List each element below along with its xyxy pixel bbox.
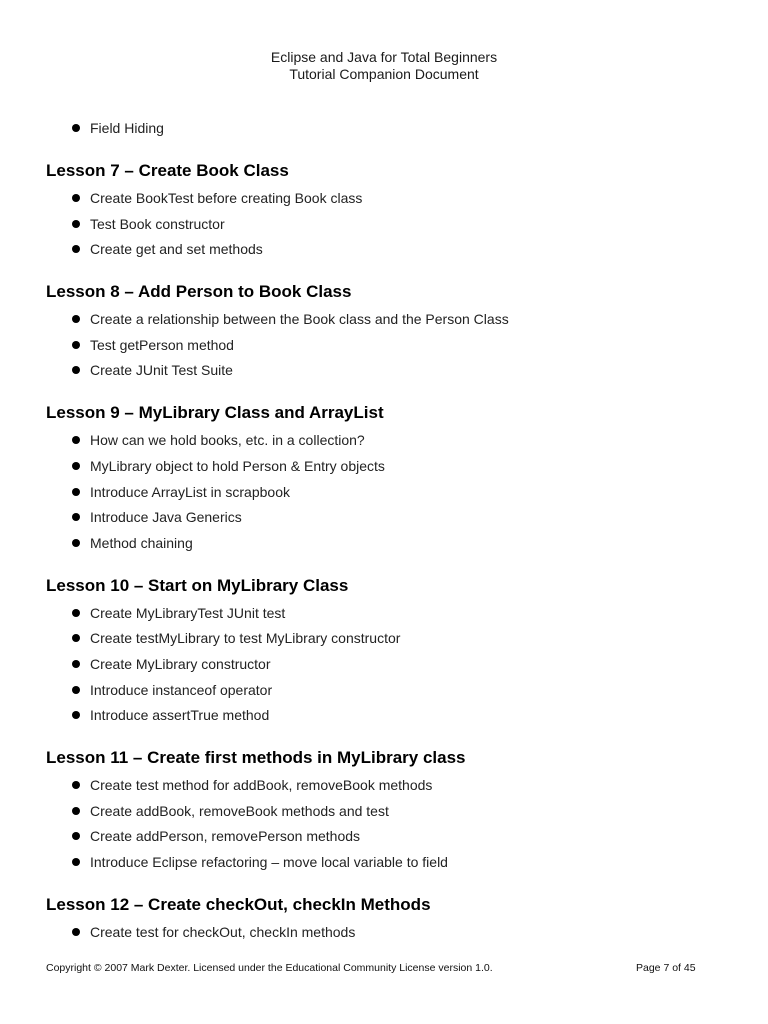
lesson-heading: Lesson 12 – Create checkOut, checkIn Methods <box>46 895 431 914</box>
lesson-heading: Lesson 7 – Create Book Class <box>46 161 289 180</box>
list-item: Introduce ArrayList in scrapbook <box>90 483 290 500</box>
list-item: Create MyLibraryTest JUnit test <box>90 604 286 621</box>
lesson-heading: Lesson 8 – Add Person to Book Class <box>46 282 352 302</box>
bullet-icon <box>72 858 80 866</box>
footer-copyright: Copyright © 2007 Mark Dexter. Licensed under the Educational Community License version 1.0. <box>46 962 493 974</box>
bullet-icon <box>72 928 80 936</box>
list-item: Introduce Eclipse refactoring – move local variable to field <box>90 854 448 870</box>
header-subtitle: Tutorial Companion Document <box>289 66 479 82</box>
list-item: Create MyLibrary constructor <box>90 656 271 672</box>
list-item: Method chaining <box>90 534 193 551</box>
bullet-icon <box>72 539 80 547</box>
bullet-icon <box>72 488 80 496</box>
list-item: Test getPerson method <box>90 336 234 353</box>
list-item: Create test for checkOut, checkIn methods <box>90 924 356 940</box>
bullet-icon <box>72 341 80 349</box>
list-item: Create test method for addBook, removeBook methods <box>90 777 433 794</box>
bullet-icon <box>72 609 80 617</box>
lesson-heading: Lesson 10 – Start on MyLibrary Class <box>46 575 349 595</box>
bullet-icon <box>72 781 80 789</box>
bullet-icon <box>72 660 80 668</box>
footer-page-number: Page 7 of 45 <box>636 962 696 974</box>
page-header <box>0 49 768 83</box>
bullet-icon <box>72 245 80 253</box>
bullet-icon <box>72 462 80 470</box>
list-item: Create JUnit Test Suite <box>90 362 233 379</box>
bullet-icon <box>72 194 80 202</box>
bullet-icon <box>72 807 80 815</box>
list-item: Create get and set methods <box>90 241 263 258</box>
list-item: Create testMyLibrary to test MyLibrary constructor <box>90 630 401 647</box>
bullet-icon <box>72 711 80 719</box>
bullet-icon <box>72 124 80 132</box>
list-item: Create addPerson, removePerson methods <box>90 828 361 845</box>
list-item: MyLibrary object to hold Person & Entry objects <box>90 458 385 474</box>
list-item: Field Hiding <box>90 120 164 136</box>
lesson-heading: Lesson 11 – Create first methods in MyLibrary class <box>46 748 466 768</box>
list-item: Introduce assertTrue method <box>90 707 270 724</box>
bullet-icon <box>72 220 80 228</box>
lesson-heading: Lesson 9 – MyLibrary Class and ArrayList <box>46 403 384 423</box>
list-item: Create addBook, removeBook methods and test <box>90 802 389 819</box>
list-item: Create a relationship between the Book class and the Person Class <box>90 311 509 328</box>
list-item: Test Book constructor <box>90 215 225 232</box>
list-item: Introduce instanceof operator <box>90 681 273 698</box>
bullet-icon <box>72 315 80 323</box>
bullet-icon <box>72 513 80 521</box>
bullet-icon <box>72 686 80 694</box>
list-item: Introduce Java Generics <box>90 509 242 526</box>
header-title: Eclipse and Java for Total Beginners <box>270 49 498 65</box>
bullet-icon <box>72 832 80 840</box>
list-item: Create BookTest before creating Book class <box>90 190 363 206</box>
bullet-icon <box>72 436 80 444</box>
bullet-icon <box>72 366 80 374</box>
bullet-icon <box>72 634 80 642</box>
list-item: How can we hold books, etc. in a collection? <box>90 432 365 449</box>
